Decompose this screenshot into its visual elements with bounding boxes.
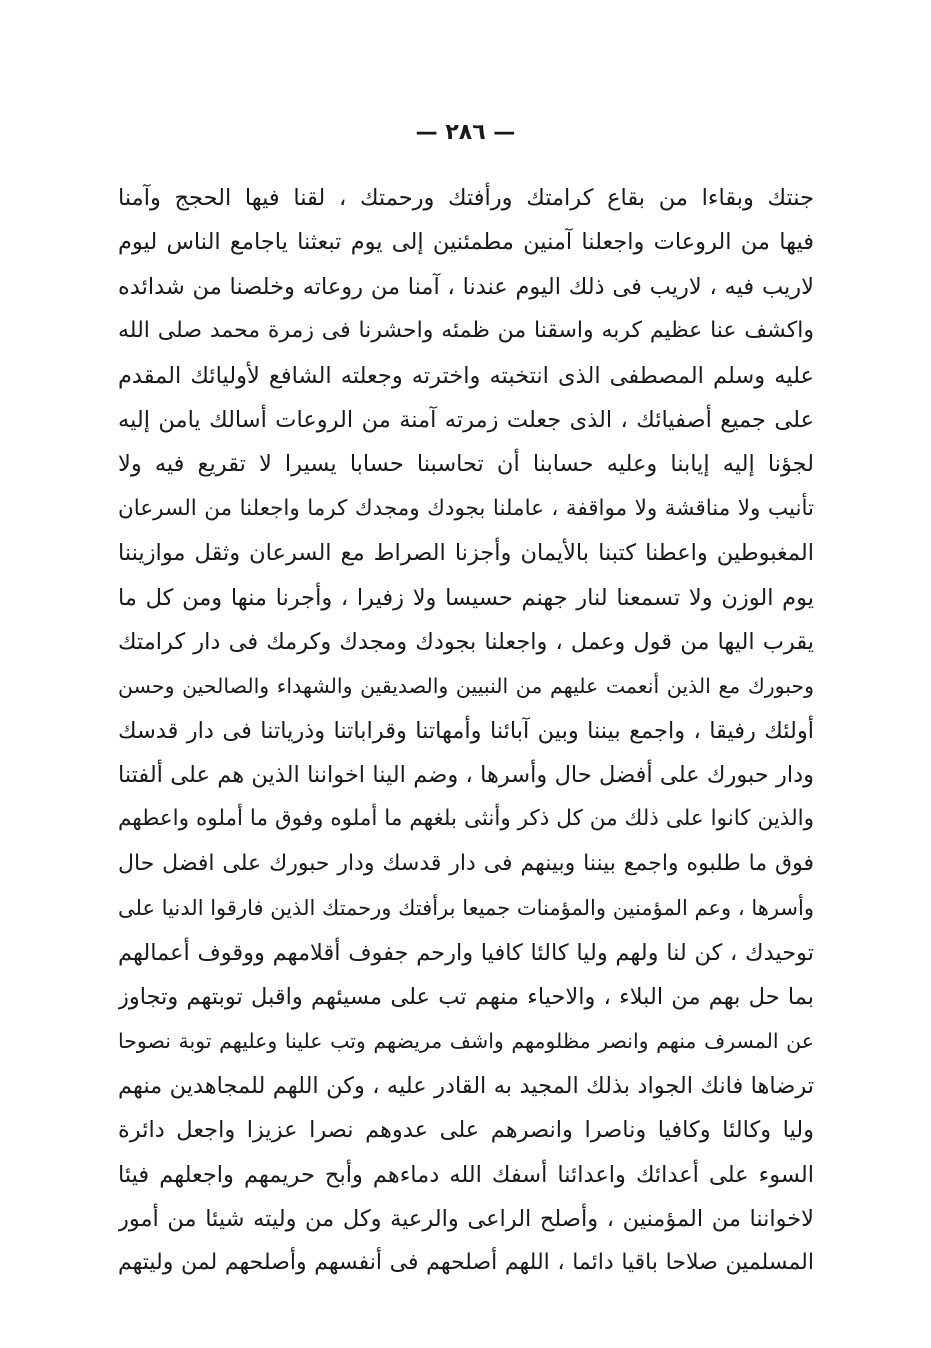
- text-line: يقرب اليها من قول وعمل ، واجعلنا بجودك ومجدك وكرمك فى دار كرامتك: [118, 628, 814, 655]
- body-text: [118, 176, 814, 1286]
- text-line: تأنيب ولا مناقشة ولا مواقفة ، عاملنا بجودك ومجدك كرما واجعلنا من السرعان: [118, 495, 814, 521]
- text-line: السوء على أعدائك واعدائنا أسفك الله دماءهم وأبح حريمهم واجعلهم فيئا: [118, 1161, 814, 1188]
- text-line: على جميع أصفيائك ، الذى جعلت زمرته آمنة من الروعات أسالك يامن إليه: [118, 406, 814, 433]
- text-line: والذين كانوا على ذلك من كل ذكر وأنثى بلغهم ما أملوه وفوق ما أملوه واعطهم: [118, 806, 814, 832]
- text-line: لجؤنا إليه إيابنا وعليه حسابنا أن تحاسبنا حسابا يسيرا لا تقريع فيه ولا: [118, 451, 814, 478]
- text-line: لاخواننا من المؤمنين ، وأصلح الراعى والرعية وكل من وليته شيئا من أمور: [118, 1205, 814, 1232]
- page-number: — ٢٨٦ —: [415, 120, 516, 145]
- text-line: فوق ما طلبوه واجمع بيننا وبينهم فى دار قدسك ودار حبورك على افضل حال: [118, 850, 814, 876]
- text-line: جنتك وبقاءا من بقاع كرامتك ورأفتك ورحمتك ، لقنا فيها الحجج وآمنا: [118, 185, 814, 211]
- text-line: ودار حبورك على أفضل حال وأسرها ، وضم الينا اخواننا الذين هم على ألفتنا: [118, 762, 814, 789]
- text-line: وليا وكالئا وكافيا وناصرا وانصرهم على عدوهم نصرا عزيزا واجعل دائرة: [118, 1117, 814, 1144]
- text-line: المغبوطين واعطنا كتبنا بالأيمان وأجزنا الصراط مع السرعان وثقل موازيننا: [118, 540, 814, 567]
- text-line: أولئك رفيقا ، واجمع بيننا وبين آبائنا وأمهاتنا وقراباتنا وذرياتنا فى دار قدسك: [118, 717, 814, 744]
- text-line: واكشف عنا عظيم كربه واسقنا من ظمئه واحشرنا فى زمرة محمد صلى الله: [118, 318, 814, 344]
- text-line: بما حل بهم من البلاء ، والاحياء منهم تب على مسيئهم واقبل توبتهم وتجاوز: [118, 984, 814, 1011]
- text-line: وحبورك مع الذين أنعمت عليهم من النبيين والصديقين والشهداء والصالحين وحسن: [118, 674, 814, 699]
- text-line: يوم الوزن ولا تسمعنا لنار جهنم حسيسا ولا زفيرا ، وأجرنا منها ومن كل ما: [118, 584, 814, 611]
- text-line: فيها من الروعات واجعلنا آمنين مطمئنين إلى يوم تبعثنا ياجامع الناس ليوم: [118, 229, 814, 256]
- text-line: لاريب فيه ، لاريب فى ذلك اليوم عندنا ، آمنا من روعاته وخلصنا من شدائده: [118, 273, 814, 300]
- text-line: توحيدك ، كن لنا ولهم وليا كالئا كافيا وارحم جفوف أقلامهم ووقوف أعمالهم: [118, 939, 814, 966]
- text-line: المسلمين صلاحا باقيا دائما ، اللهم أصلحهم فى أنفسهم وأصلحهم لمن وليتهم: [118, 1250, 814, 1276]
- text-line: عليه وسلم المصطفى الذى انتخبته واخترته وجعلته الشافع لأوليائك المقدم: [118, 362, 814, 389]
- text-line: عن المسرف منهم وانصر مظلومهم واشف مريضهم وتب علينا وعليهم توبة نصوحا: [118, 1029, 814, 1054]
- text-line: وأسرها ، وعم المؤمنين والمؤمنات جميعا برأفتك ورحمتك الذين فارقوا الدنيا على: [118, 896, 814, 921]
- text-line: ترضاها فانك الجواد بذلك المجيد به القادر عليه ، وكن اللهم للمجاهدين منهم: [118, 1072, 814, 1099]
